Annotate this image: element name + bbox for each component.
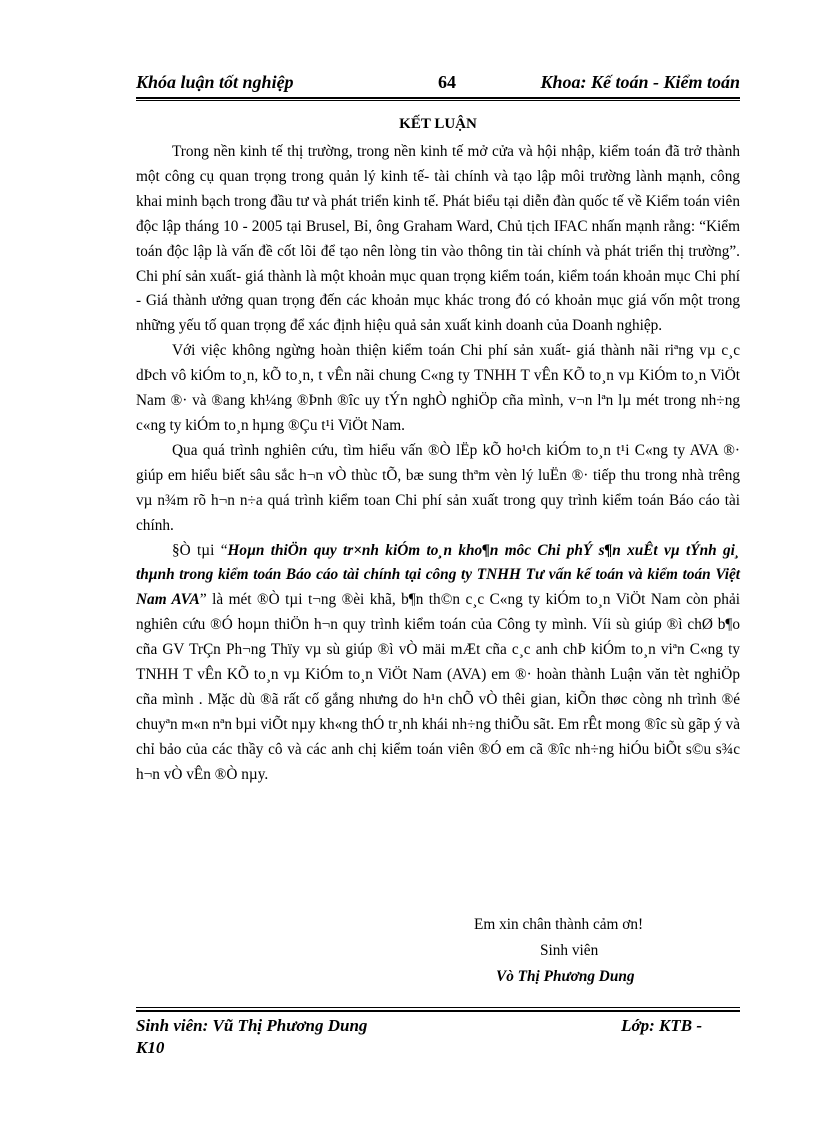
header-thesis-label: Khóa luận tốt nghiệp [136,72,294,92]
paragraph-2: Với việc không ngừng hoàn thiện kiểm toán Chi phí sản xuất- giá thành nãi riªng vµ c¸c dÞch vô kiÓm to¸n, kÕ to¸n, t vÊn nãi chung C«ng ty TNHH T vÊn KÕ to¸n vµ KiÓm to¸n ViÖt Nam ®· và ®ang kh¼ng ®Þnh ®îc uy tÝn nghÒ nghiÖp cña mình, v¬n lªn lµ mét trong nh÷ng c«ng ty kiÓm to¸n hµng ®Çu t¹i ViÖt Nam. [136,342,740,434]
footer-class-continuation: K10 [136,1038,165,1057]
paragraph-4-prefix: §Ò tµi “ [172,541,228,559]
footer-class-label: Lớp: KTB - [621,1016,702,1035]
thesis-topic-title: Hoµn thiÖn quy tr×nh kiÓm to¸n kho¶n môc Chi phÝ s¶n xuÊt vµ tÝnh gi¸ thµnh trong kiểm toán Báo cáo tài chính tại công ty TNHH Tư vấn kế toán và kiểm toán Việt Nam AVA [136,541,740,609]
section-title: KẾT LUẬN [399,116,477,132]
header-rule-thin [136,100,740,101]
closing-thanks: Em xin chân thành cảm ơn! [474,916,644,933]
paragraph-4 [136,539,740,788]
closing-name: Vò Thị Phương Dung [496,968,635,985]
header-page-number: 64 [438,72,456,92]
header-faculty-label: Khoa: Kế toán - Kiểm toán [540,72,740,92]
closing-role: Sinh viên [540,942,599,959]
footer-student-name: Sinh viên: Vũ Thị Phương Dung [136,1016,368,1035]
page-header [136,72,740,98]
paragraph-3: Qua quá trình nghiên cứu, tìm hiểu vấn ®Ò lËp kÕ ho¹ch kiÓm to¸n t¹i C«ng ty AVA ®· giúp em hiểu biết sâu sắc h¬n vÒ thùc tÕ, bæ sung thªm vèn lý luËn ®· tiếp thu trong nhà trêng vµ n¾m rõ h¬n n÷a quá trình kiểm toan Chi phí sản xuất trong quy trình kiểm toán Báo cáo tài chính. [136,441,740,534]
paragraph-1: Trong nền kinh tế thị trường, trong nền kinh tế mở cửa và hội nhập, kiểm toán đã trở thành một công cụ quan trọng trong quản lý kinh tế- tài chính và tạo lập môi trường lành mạnh, công khai minh bạch trong đầu tư và phát triển kinh tế. Phát biểu tại diễn đàn quốc tế về Kiểm toán viên độc lập tháng 10 - 2005 tại Brusel, Bỉ, ông Graham Ward, Chủ tịch IFAC nhấn mạnh rằng: “Kiểm toán độc lập là vấn đề cốt lõi để tạo nên lòng tin vào thông tin tài chính và phát triển thị trường”. Chi phí sản xuất- giá thành là một khoản mục quan trọng kiểm toán, kiểm toán khoản mục Chi phí - Giá thành ưởng quan trọng đến các khoản mục khác trong đó có khoản mục giá vốn một trong những yếu tố quan trọng để xác định hiệu quả sản xuất kinh doanh của Doanh nghiệp. [136,143,740,335]
body-text [136,140,740,788]
footer-rule-thick [136,1010,740,1012]
footer-rule-thin [136,1007,740,1008]
paragraph-4-suffix: ” là mét ®Ò tµi t¬ng ®èi khã, b¶n th©n c¸c C«ng ty kiÓm to¸n ViÖt Nam còn phải nghiên cứu ®Ó hoµn thiÖn h¬n quy trình kiểm toán của Công ty mình. Víi sù giúp ®ì chØ b¶o cña GV TrÇn Ph¬ng Thïy vµ sù giúp ®ì vÒ mäi mÆt cña c¸c anh chÞ kiÓm to¸n viªn C«ng ty TNHH T vÊn KÕ to¸n vµ KiÓm to¸n ViÖt Nam (AVA) em ®· hoàn thành Luận văn tèt nghiÖp cña mình . Mặc dù ®ã rất cố gắng nhưng do h¹n chÕ vÒ thêi gian, kiÕn thøc còng nh trình ®é chuyªn m«n nªn bµi viÕt nµy kh«ng thÓ tr¸nh khái nh÷ng thiÕu sãt. Em rÊt mong ®îc sù gãp ý và chỉ bảo của các thầy cô và các anh chị kiểm toán viên ®Ó em cã ®îc nh÷ng hiÓu biÕt s©u s¾c h¬n vÒ vÊn ®Ò nµy. [136,591,740,783]
header-rule-thick [136,97,740,99]
